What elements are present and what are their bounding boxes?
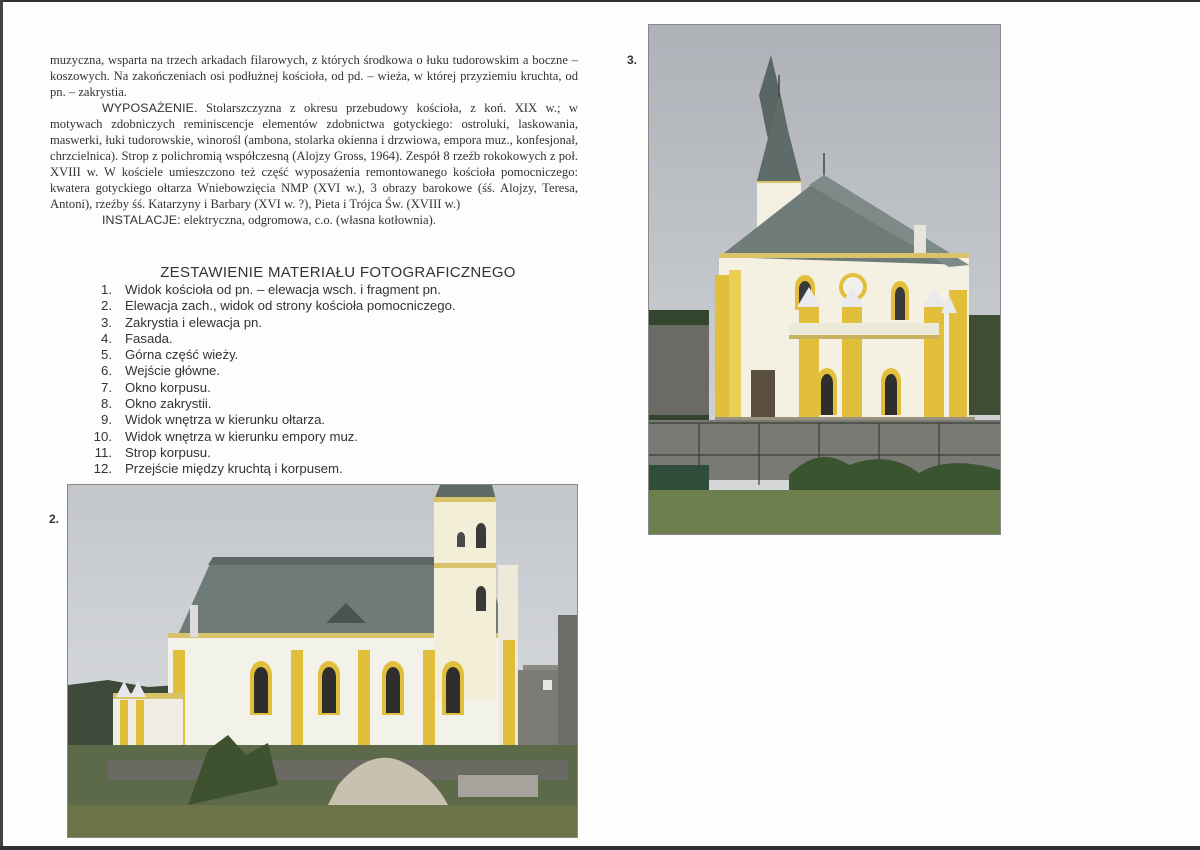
photo-list-number: 4. bbox=[101, 330, 112, 346]
photo-list-caption: Okno zakrystii. bbox=[125, 396, 212, 412]
photo-list-number: 11. bbox=[94, 444, 112, 460]
photo-list-caption: Przejście między kruchtą i korpusem. bbox=[125, 461, 343, 477]
section-label-installations: INSTALACJE: bbox=[102, 213, 181, 227]
photo-list-number: 3. bbox=[101, 314, 112, 330]
photo-2-number: 2. bbox=[49, 512, 60, 526]
photo-list-caption: Fasada. bbox=[125, 330, 173, 346]
photo-3-church-facade bbox=[648, 24, 1001, 535]
description-text bbox=[50, 52, 578, 228]
photo-list-item bbox=[80, 363, 600, 379]
photo-list-caption: Zakrystia i elewacja pn. bbox=[125, 314, 263, 330]
photo-list-caption: Widok wnętrza w kierunku empory muz. bbox=[125, 428, 359, 444]
photo-list bbox=[80, 282, 600, 478]
paragraph-furnishings bbox=[50, 100, 578, 212]
photo-list-item bbox=[80, 331, 600, 347]
photo-list-item bbox=[80, 429, 600, 445]
photo-list-number: 5. bbox=[101, 347, 112, 363]
photo-list-number: 9. bbox=[101, 412, 112, 428]
photo-list-item bbox=[80, 396, 600, 412]
photo-list-caption: Elewacja zach., widok od strony kościoła pomocniczego. bbox=[125, 298, 456, 314]
photo-list-caption: Górna część wieży. bbox=[125, 347, 239, 363]
photo-list-number: 2. bbox=[101, 298, 112, 314]
section-label-furnishings: WYPOSAŻENIE. bbox=[102, 101, 198, 115]
photo-2-church-west-elevation bbox=[67, 484, 578, 838]
furnishings-text: Stolarszczyzna z okresu przebudowy kościoła, z koń. XIX w.; w motywach zdobniczych reminiscencje elementów zdobnictwa gotyckiego: ostroluki, laskowania, maswerki, łuki tudorowskie, winorośl (ambona, stolarka okienna i drzwiowa, empora muz., konfesjonał, chrzcielnica). Strop z polichromią współczesną (Alojzy Gross, 1964). Zespół 8 rzeźb rokokowych z poł. XVIII w. W kościele umieszczono też część wyposażenia remontowanego kościoła pomocniczego: kwatera gotyckiego ołtarza Wniebowzięcia NMP (XVI w.), 3 obrazy barokowe (śś. Alojzy, Teresa, Antoni), rzeźby śś. Katarzyny i Barbary (XVI w. ?), Pieta i Trójca Św. (XVIII w.) bbox=[50, 101, 578, 211]
photo-list-caption: Wejście główne. bbox=[125, 363, 221, 379]
photo-list-number: 12. bbox=[93, 461, 112, 477]
photo-list-item bbox=[80, 461, 600, 477]
paragraph-structure: muzyczna, wsparta na trzech arkadach filarowych, z których środkowa o łuku tudorowskim a boczne – koszowych. Na zakończeniach osi podłużnej kościoła, od pd. – wieża, w której przyziemiu kruchta, od pn. – zakrystia. bbox=[50, 53, 578, 99]
scan-border-bottom bbox=[0, 846, 1200, 850]
photo-list-number: 7. bbox=[101, 379, 112, 395]
photo-list-caption: Widok wnętrza w kierunku ołtarza. bbox=[125, 412, 326, 428]
scan-border-left bbox=[0, 0, 3, 850]
photo-list-item bbox=[80, 347, 600, 363]
photo-list-caption: Strop korpusu. bbox=[125, 444, 211, 460]
scan-border-top bbox=[0, 0, 1200, 2]
photo-list-item bbox=[80, 412, 600, 428]
photo-list-number: 8. bbox=[101, 396, 112, 412]
photo-list-caption: Okno korpusu. bbox=[125, 379, 211, 395]
photo-list-heading: ZESTAWIENIE MATERIAŁU FOTOGRAFICZNEGO bbox=[160, 264, 516, 281]
photo-list-item bbox=[80, 315, 600, 331]
photo-list-item bbox=[80, 282, 600, 298]
photo-list-number: 10. bbox=[93, 428, 112, 444]
photo-list-item bbox=[80, 445, 600, 461]
photo-list-item bbox=[80, 380, 600, 396]
photo-3-number: 3. bbox=[627, 53, 638, 67]
photo-list-caption: Widok kościoła od pn. – elewacja wsch. i fragment pn. bbox=[125, 282, 441, 297]
paragraph-installations bbox=[50, 212, 578, 228]
installations-text: elektryczna, odgromowa, c.o. (własna kotłownia). bbox=[180, 213, 436, 227]
photo-list-number: 6. bbox=[101, 363, 112, 379]
photo-list-item bbox=[80, 298, 600, 314]
photo-list-number: 1. bbox=[101, 282, 112, 297]
